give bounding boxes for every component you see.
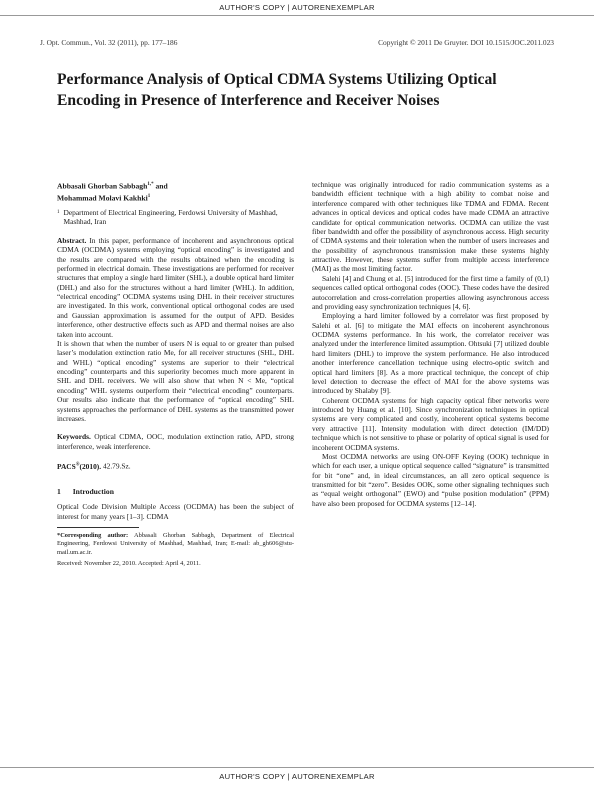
author-copy-banner-bottom: AUTHOR'S COPY | AUTORENEXEMPLAR bbox=[219, 772, 375, 781]
pacs-sup: ® bbox=[75, 462, 80, 468]
section-title: Introduction bbox=[72, 486, 114, 496]
copyright-doi: Copyright © 2011 De Gruyter. DOI 10.1515/JOC.2011.023 bbox=[378, 38, 554, 47]
left-column bbox=[57, 180, 294, 569]
author-copy-banner-top: AUTHOR'S COPY | AUTORENEXEMPLAR bbox=[219, 3, 375, 12]
footnote-rule bbox=[57, 527, 139, 528]
affiliation bbox=[57, 208, 294, 227]
intro-text: Optical Code Division Multiple Access (OCDMA) has been the subject of interest for many years [1–3]. CDMA bbox=[57, 502, 294, 521]
banner-rule-top bbox=[0, 15, 594, 16]
body-paragraph-4: Coherent OCDMA systems for high capacity optical fiber networks were introduced by Huang et al. [10]. Since synchronization techniques in optical systems are very complicated and costly, incoherent optical systems become very attractive [11]. Intensity modulation with direct detection (IM/DD) technique which is not sensitive to phase or polarity of optical signal is used for incoherent OCDMA systems. bbox=[312, 395, 549, 452]
body-paragraph-3: Employing a hard limiter followed by a correlator was first proposed by Salehi et al. [6] to mitigate the MAI effects on incoherent asynchronous OCDMA systems performance. In his work, the correlator receiver was analyzed under the interference limited assumption. Ohtsuki [7] utilized double hard limiters (DHL) to improve the system performance. He also introduced another interference cancellation technique using electro-optic switch and optical hard limiters [8]. As a more practical technique, the concept of chip level detection to decrease the effect of MAI for the above systems was introduced by Shalaby [9]. bbox=[312, 311, 549, 396]
footnote-label: *Corresponding author: bbox=[57, 532, 129, 540]
author-conjunction: and bbox=[155, 181, 168, 191]
footnote-text: Abbasali Ghorban Sabbagh, Department of Electrical Engineering, Ferdowsi University of Mashhad, Mashhad, Iran; E-mail: ab_gh606@stu-mail.um.ac.ir. bbox=[57, 532, 295, 556]
author-2-marks: 1 bbox=[147, 193, 151, 199]
author-1: Abbasali Ghorban Sabbagh bbox=[57, 181, 148, 191]
section-number: 1 bbox=[57, 486, 61, 496]
body-paragraph-5: Most OCDMA networks are using ON-OFF Keying (OOK) technique in which for each user, a unique optical sequence called “signature” is transmitted for bit “one” and, in ideal circumstances, an all zero optical sequence is transmitted for bit “zero”. Besides OOK, some other signaling techniques such as “equal weight orthogonal” (EWO) and “pulse position modulation” (PPM) have also been proposed for OCDMA systems [12–14]. bbox=[312, 451, 549, 508]
pacs-code: 42.79.Sz. bbox=[102, 461, 131, 471]
pacs-year: (2010). bbox=[79, 461, 102, 471]
section-heading bbox=[57, 487, 294, 496]
affiliation-mark: 1 bbox=[57, 210, 60, 216]
pacs-label: PACS bbox=[57, 461, 76, 471]
keywords-text: Optical CDMA, OOC, modulation extinction ratio, APD, strong interference, weak interference. bbox=[57, 432, 294, 451]
keywords-label: Keywords. bbox=[57, 432, 91, 442]
right-column bbox=[312, 180, 549, 508]
pacs bbox=[57, 460, 294, 471]
affiliation-text: Department of Electrical Engineering, Ferdowsi University of Mashhad, Mashhad, Iran bbox=[63, 208, 278, 227]
author-2: Mohammad Molavi Kakhki bbox=[57, 193, 148, 203]
journal-citation: J. Opt. Commun., Vol. 32 (2011), pp. 177–186 bbox=[40, 38, 178, 47]
received-dates: Received: November 22, 2010. Accepted: April 4, 2011. bbox=[57, 560, 201, 568]
abstract-label: Abstract. bbox=[57, 235, 87, 245]
abstract-p1: In this paper, performance of incoherent and asynchronous optical CDMA (OCDMA) systems employing “optical encoding” is investigated and the results are compared with the results obtained when the encoding is performed in electrical domain. These investigations are performed for receiver structures that employ a single hard limiter (SHL), a double optical hard limiter (DHL) and also for the structures without a hard limiter (WHL). In addition, “electrical encoding” OCDMA systems using DHL in their receiver structures are investigated. In this work, conventional optical orthogonal codes are used and Gaussian approximation is assumed for the output of APD. Besides interference, other destructive effects such as APD and thermal noises are also taken into account. bbox=[57, 235, 294, 339]
abstract-p2: It is shown that when the number of users N is equal to or greater than pulsed laser’s modulation extinction ratio Me, for all receiver structures (SHL, DHL and WHL) “optical encoding” systems are superior to their “electrical encoding” counterparts and this superiority becomes much more apparent in SHL and DHL receivers. We will also show that when N < Me, “optical encoding” WHL systems outperform their “electrical encoding” counterparts. Our results also indicate that the performance of “optical encoding” SHL systems approaches the performance of DHL systems as the transmitted power increases. bbox=[57, 338, 294, 423]
corresponding-author-footnote bbox=[57, 532, 294, 557]
keywords bbox=[57, 432, 294, 451]
body-paragraph-2: Salehi [4] and Chung et al. [5] introduced for the first time a family of (0,1) sequences called optical orthogonal codes (OOC). These codes have the desired autocorrelation and cross-correlation properties allowing asynchronous access and providing easy synchronization techniques [4, 6]. bbox=[312, 273, 549, 311]
author-1-marks: 1,* bbox=[147, 182, 154, 187]
body-paragraph-1: technique was originally introduced for radio communication systems as a bandwidth efficient technique with a high ability to combat noise and interference compared with other techniques like TDMA and FDMA. Recent advances in optical devices and optical codes have made CDMA an attractive candidate for optical communication networks. OCDMA can utilize the vast fiber bandwidth and offer the possibility of asynchronous access. High security of CDMA systems and their toleration when the number of users increases and the possibility of asynchronous transmission make these systems highly attractive. However, these systems suffer from multiple access interference (MAI) as the most limiting factor. bbox=[312, 180, 549, 274]
banner-rule-bottom bbox=[0, 767, 594, 768]
author-list bbox=[57, 180, 294, 203]
paper-title: Performance Analysis of Optical CDMA Systems Utilizing Optical Encoding in Presence of Interference and Receiver Noises bbox=[57, 71, 497, 109]
abstract bbox=[57, 236, 294, 339]
